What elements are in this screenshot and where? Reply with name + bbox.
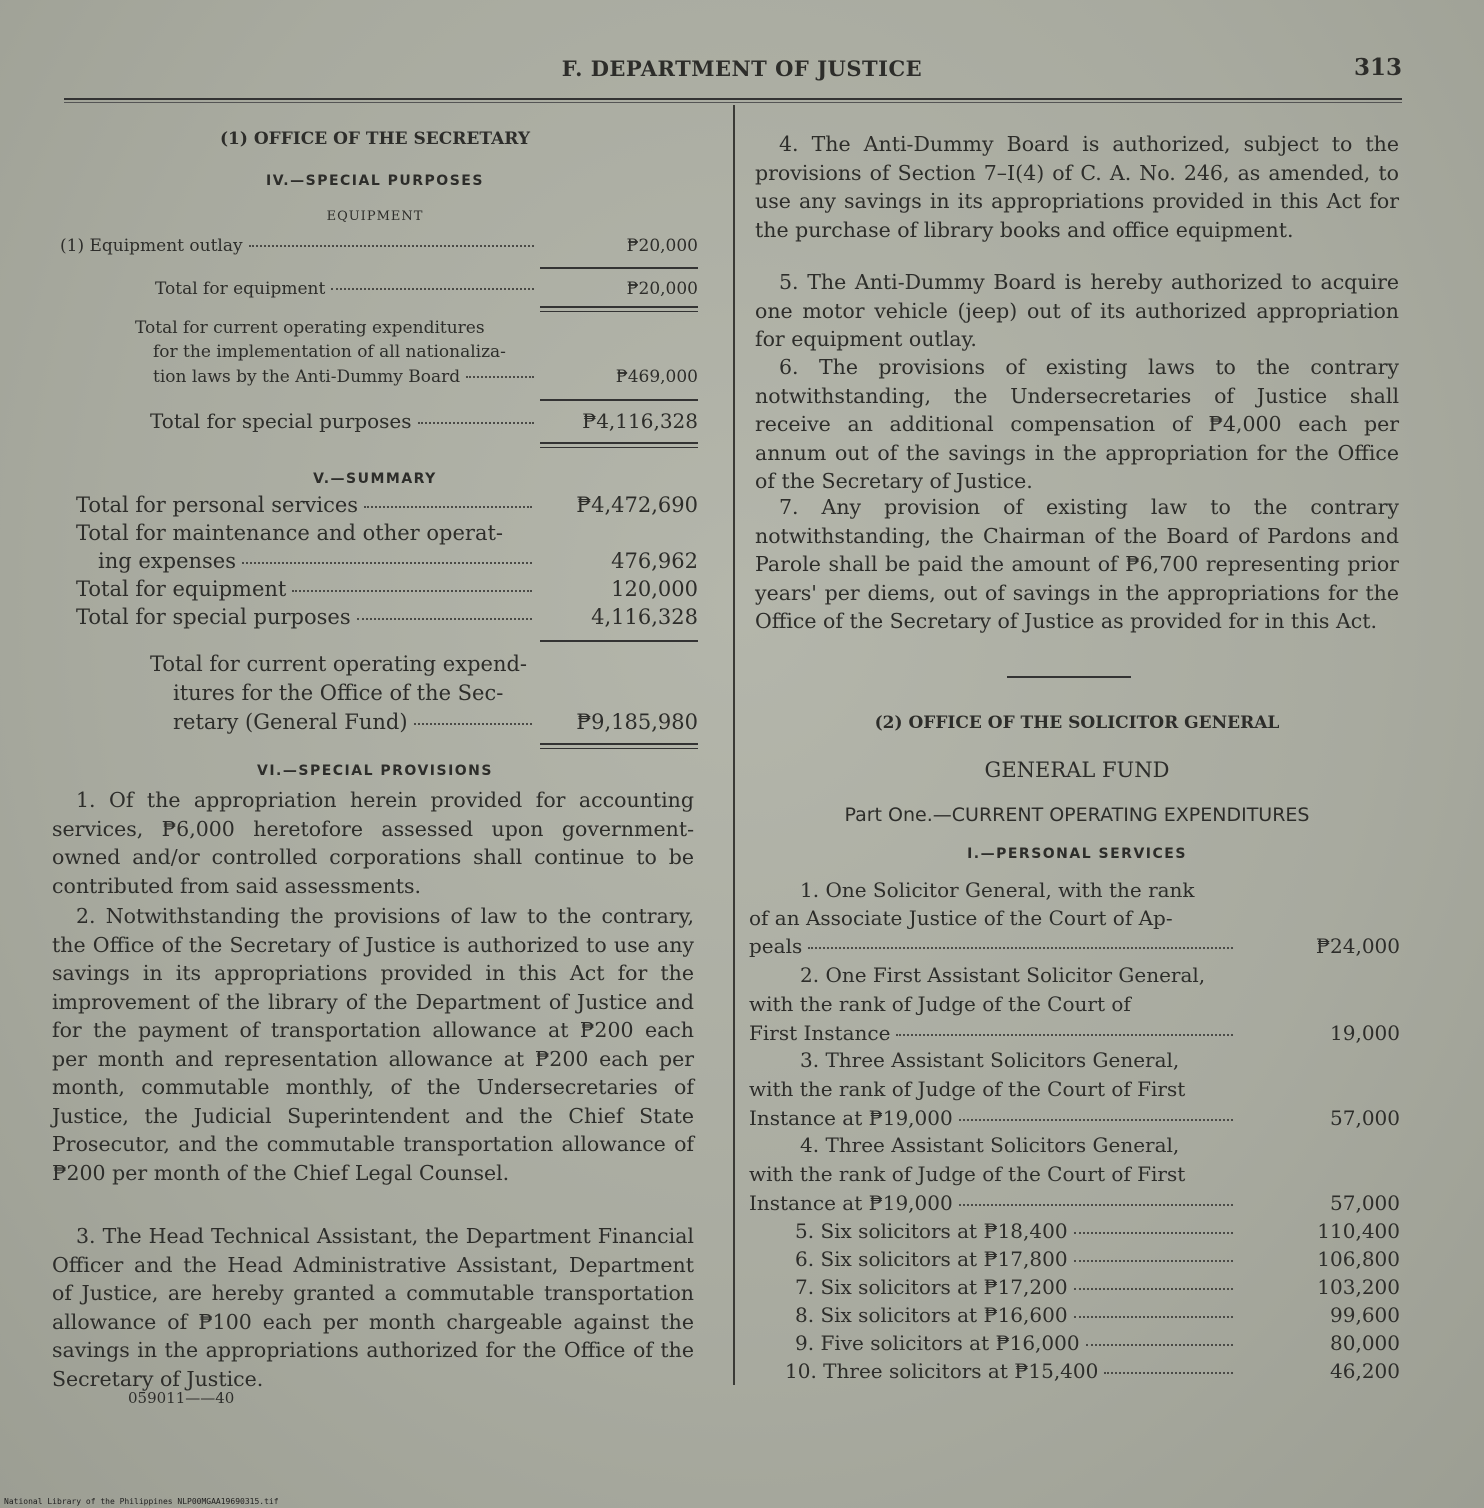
double-rule — [540, 447, 698, 448]
item-9-label: 9. Five solicitors at ₱16,000 — [795, 1331, 1080, 1355]
provision-6-text: 6. The provisions of existing laws to the contrary notwithstanding, the Undersecretaries of Justice shall receive an additional compensation of ₱4,000 each per annum out of the savings in the appropriation for the Office of the Secretary of Justice. — [755, 355, 1399, 493]
item-4-line-3: Instance at ₱19,000 — [749, 1191, 953, 1215]
summary-personal-row — [76, 493, 538, 517]
equipment-outlay-label: (1) Equipment outlay — [60, 236, 243, 256]
summary-special-row — [76, 605, 538, 629]
total-equipment-amount: ₱20,000 — [626, 279, 698, 299]
grand-total-row — [173, 710, 538, 734]
nationalization-line-3: tion laws by the Anti-Dummy Board — [153, 367, 461, 387]
item-8-label: 8. Six solicitors at ₱16,600 — [795, 1303, 1068, 1327]
item-4-line-2: with the rank of Judge of the Court of First — [749, 1162, 1186, 1186]
item-2-amount: 19,000 — [1330, 1021, 1400, 1045]
item-2-line-2: with the rank of Judge of the Court of — [749, 992, 1131, 1016]
item-3-amount: 57,000 — [1330, 1106, 1400, 1130]
provision-1 — [52, 786, 694, 900]
provision-7-text: 7. Any provision of existing law to the contrary notwithstanding, the Chairman of the Board of Pardons and Parole shall be paid the amount of ₱6,700 representing prior years' per diems, out of savings in the appropriations for the Office of the Secretary of Justice as provided for in this Act. — [755, 495, 1399, 633]
summary-heading: V.—SUMMARY — [313, 471, 437, 487]
item-3-row — [749, 1106, 1239, 1130]
item-1-line-1: 1. One Solicitor General, with the rank — [800, 878, 1195, 902]
rule — [540, 640, 698, 642]
summary-equipment-label: Total for equipment — [76, 577, 287, 601]
special-purposes-heading: IV.—SPECIAL PURPOSES — [266, 173, 484, 189]
summary-special-amount: 4,116,328 — [591, 605, 698, 629]
item-10-label: 10. Three solicitors at ₱15,400 — [785, 1359, 1099, 1383]
provision-2 — [52, 902, 694, 1187]
rule — [540, 267, 698, 269]
summary-maint-label-2: ing expenses — [98, 549, 237, 573]
general-fund-heading: GENERAL FUND — [984, 758, 1170, 782]
office-secretary-heading: (1) OFFICE OF THE SECRETARY — [219, 129, 531, 149]
summary-equipment-row — [76, 577, 538, 601]
item-1-line-3: peals — [749, 934, 803, 958]
summary-maint-label-1: Total for maintenance and other operat- — [76, 521, 503, 545]
summary-equipment-amount: 120,000 — [611, 577, 698, 601]
summary-personal-amount: ₱4,472,690 — [576, 493, 698, 517]
summary-personal-label: Total for personal services — [76, 493, 359, 517]
item-2-line-3: First Instance — [749, 1021, 891, 1045]
grand-total-line-1: Total for current operating expend- — [150, 652, 528, 676]
grand-total-amount: ₱9,185,980 — [576, 710, 698, 734]
nationalization-amount: ₱469,000 — [615, 367, 698, 387]
total-special-row — [150, 409, 540, 433]
special-provisions-heading: VI.—SPECIAL PROVISIONS — [257, 763, 493, 779]
double-rule — [540, 311, 698, 312]
item-9-row — [795, 1331, 1239, 1355]
provision-5 — [755, 268, 1399, 354]
grand-total-line-3: retary (General Fund) — [173, 710, 408, 734]
nationalization-line-2: for the implementation of all nationaliza- — [153, 342, 506, 362]
double-rule — [540, 743, 698, 745]
item-2-line-1: 2. One First Assistant Solicitor General, — [800, 963, 1206, 987]
scan-source-footer: National Library of the Philippines NLP00MGAA19690315.tif — [4, 1497, 279, 1506]
total-special-label: Total for special purposes — [150, 409, 412, 433]
grand-total-line-2: itures for the Office of the Sec- — [173, 681, 504, 705]
personal-services-heading: I.—PERSONAL SERVICES — [967, 846, 1187, 862]
item-6-amount: 106,800 — [1317, 1247, 1400, 1271]
summary-maint-row — [98, 549, 538, 573]
column-divider — [733, 105, 735, 1385]
provision-3-text: 3. The Head Technical Assistant, the Department Financial Officer and the Head Administrative Assistant, Department of Justice, are hereby granted a commutable transportation allowance of ₱100 each per month chargeable against the savings in the appropriations authorized for the Office of the Secretary of Justice. — [52, 1224, 694, 1391]
item-3-line-2: with the rank of Judge of the Court of First — [749, 1077, 1186, 1101]
item-6-row — [795, 1247, 1239, 1271]
provision-4-text: 4. The Anti-Dummy Board is authorized, subject to the provisions of Section 7–I(4) of C. A. No. 246, as amended, to use any savings in its appropriations provided in this Act for the purchase of library books and office equipment. — [755, 132, 1399, 242]
item-10-amount: 46,200 — [1330, 1359, 1400, 1383]
item-4-line-1: 4. Three Assistant Solicitors General, — [800, 1133, 1180, 1157]
item-5-label: 5. Six solicitors at ₱18,400 — [795, 1219, 1068, 1243]
nationalization-row — [153, 367, 540, 387]
item-5-row — [795, 1219, 1239, 1243]
item-8-row — [795, 1303, 1239, 1327]
printer-mark: 059011——40 — [128, 1389, 235, 1407]
item-7-amount: 103,200 — [1317, 1275, 1400, 1299]
double-rule — [540, 442, 698, 444]
rule — [540, 399, 698, 401]
item-7-label: 7. Six solicitors at ₱17,200 — [795, 1275, 1068, 1299]
header-rule — [64, 98, 1402, 100]
item-3-line-1: 3. Three Assistant Solicitors General, — [800, 1048, 1180, 1072]
item-10-row — [785, 1359, 1239, 1383]
item-1-row — [749, 934, 1239, 958]
item-7-row — [795, 1275, 1239, 1299]
summary-special-label: Total for special purposes — [76, 605, 351, 629]
provision-6 — [755, 353, 1399, 496]
item-1-line-2: of an Associate Justice of the Court of Ap- — [749, 906, 1173, 930]
double-rule — [540, 306, 698, 308]
item-6-label: 6. Six solicitors at ₱17,800 — [795, 1247, 1068, 1271]
nationalization-line-1: Total for current operating expenditures — [135, 318, 485, 338]
header-rule-thin — [64, 102, 1402, 103]
item-4-amount: 57,000 — [1330, 1191, 1400, 1215]
section-separator — [1007, 676, 1131, 678]
provision-3 — [52, 1222, 694, 1393]
item-8-amount: 99,600 — [1330, 1303, 1400, 1327]
provision-4 — [755, 130, 1399, 244]
office-solicitor-heading: (2) OFFICE OF THE SOLICITOR GENERAL — [874, 713, 1280, 733]
part-one-heading: Part One.—CURRENT OPERATING EXPENDITURES — [844, 804, 1310, 826]
provision-1-text: 1. Of the appropriation herein provided for accounting services, ₱6,000 heretofore assessed upon government-owned and/or controlled corporations shall continue to be contributed from said assessments. — [52, 788, 694, 898]
item-3-line-3: Instance at ₱19,000 — [749, 1106, 953, 1130]
provision-5-text: 5. The Anti-Dummy Board is hereby authorized to acquire one motor vehicle (jeep) out of its authorized appropriation for equipment outlay. — [755, 270, 1399, 351]
item-2-row — [749, 1021, 1239, 1045]
equipment-outlay-amount: ₱20,000 — [626, 236, 698, 256]
item-1-amount: ₱24,000 — [1315, 934, 1400, 958]
equipment-heading: EQUIPMENT — [326, 209, 424, 224]
equipment-outlay-row — [60, 236, 540, 256]
double-rule — [540, 748, 698, 749]
page-number: 313 — [1353, 54, 1402, 81]
summary-maint-amount: 476,962 — [611, 549, 698, 573]
item-5-amount: 110,400 — [1317, 1219, 1400, 1243]
item-9-amount: 80,000 — [1330, 1331, 1400, 1355]
total-special-amount: ₱4,116,328 — [582, 409, 698, 433]
item-4-row — [749, 1191, 1239, 1215]
page-header-title: F. DEPARTMENT OF JUSTICE — [561, 56, 923, 81]
provision-7 — [755, 493, 1399, 636]
total-equipment-row — [155, 279, 540, 299]
provision-2-text: 2. Notwithstanding the provisions of law to the contrary, the Office of the Secretary of Justice is authorized to use any savings in its appropriations provided in this Act for the improvement of the library of the Department of Justice and for the payment of transportation allowance at ₱200 each per month and representation allowance at ₱200 each per month, commutable monthly, of the Undersecretaries of Justice, the Judicial Superintendent and the Chief State Prosecutor, and the commutable transportation allowance of ₱200 per month of the Chief Legal Counsel. — [52, 904, 694, 1185]
total-equipment-label: Total for equipment — [155, 279, 326, 299]
